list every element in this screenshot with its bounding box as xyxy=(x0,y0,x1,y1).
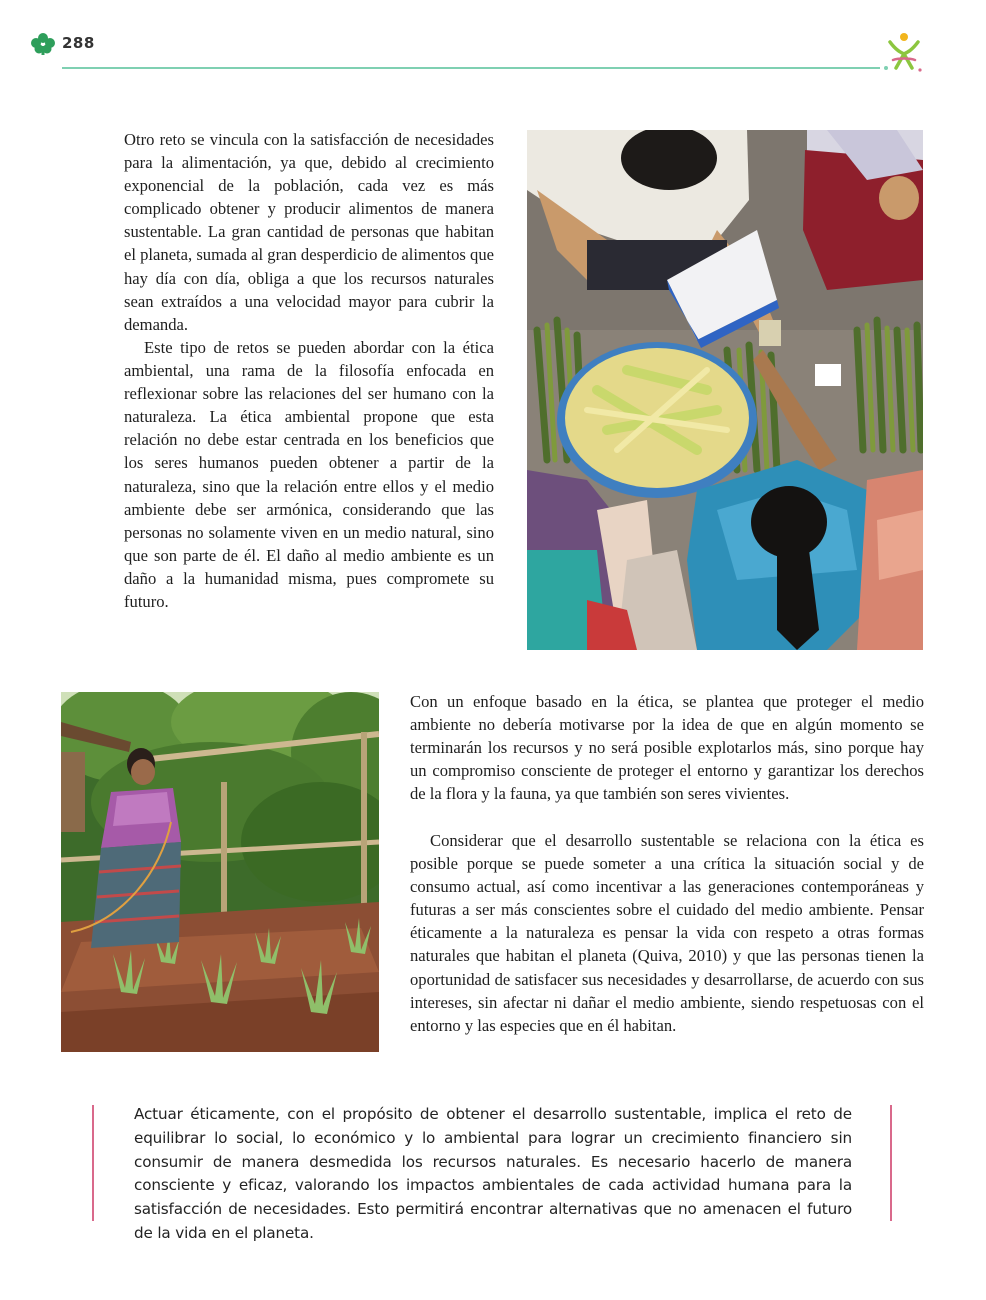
page-number: 288 xyxy=(62,34,95,52)
callout-right-border xyxy=(890,1105,892,1221)
callout-left-border xyxy=(92,1105,94,1221)
garden-photo xyxy=(61,692,379,1052)
body-paragraph-3: Con un enfoque basado en la ética, se plantea que proteger el medio ambiente no debería motivarse por la idea de que en algún momento se terminarán los recursos y no será posible explotarlos más, sino porque hay un compromiso consciente de proteger el entorno y garantizar los derechos de la flora y la fauna, ya que también son seres vivientes. xyxy=(410,692,924,804)
body-paragraph-4: Considerar que el desarrollo sustentable se relaciona con la ética es posible porque se puede someter a una crítica la situación social y de consumo actual, así como incentivar a las generaciones contemporáneas y futuras a ser más conscientes sobre el cuidado del medio ambiente. Pensar éticamente a la naturaleza es pensar la vida con respeto a otras formas naturales que habitan el planeta (Quiva, 2010) y que las personas tienen la oportunidad de satisfacer sus necesidades y desarrollarse, de acuerdo con sus intereses, sin afectar ni dañar el medio ambiente, siendo respetuosas con el entorno y las especies que en él habitan. xyxy=(410,831,924,1035)
header-rule xyxy=(62,67,880,69)
callout-text: Actuar éticamente, con el propósito de obtener el desarrollo sustentable, implica el reto de equilibrar lo social, lo económico y lo ambiental para lograr un crecimiento financiero sin consumir de manera desmedida los recursos naturales. Es necesario hacerlo de manera consciente y eficaz, valorando los impactos ambientales de cada actividad humana para la satisfacción de necesidades. Esto permitirá encontrar alternativas que no amenacen el futuro de la vida en el planeta. xyxy=(134,1105,852,1242)
body-paragraph-1: Otro reto se vincula con la satisfacción de necesidades para la alimentación, ya que, debido al crecimiento exponencial de la población, cada vez es más complicado obtener y producir alimentos de manera sustentable. La gran cantidad de personas que habitan el planeta, sumada al gran desperdicio de alimentos que hay día con día, obliga a que los recursos naturales sean extraídos a una velocidad mayor para cubrir la demanda. xyxy=(124,130,494,334)
green-tree-icon xyxy=(30,32,56,56)
market-photo xyxy=(527,130,923,650)
sprout-figure-icon xyxy=(884,30,924,72)
body-paragraph-2: Este tipo de retos se pueden abordar con la ética ambiental, una rama de la filosofía enfocada en reflexionar sobre las relaciones del ser humano con la naturaleza. La ética ambiental propone que esta relación no debe estar centrada en los beneficios que los seres humanos pueden obtener a partir de la naturaleza, sino que la relación entre ellos y el medio ambiente debe ser armónica, considerando que las personas no solamente viven en un medio natural, sino que son parte de él. El daño al medio ambiente es un daño a la humanidad misma, pues compromete su futuro. xyxy=(124,338,494,612)
